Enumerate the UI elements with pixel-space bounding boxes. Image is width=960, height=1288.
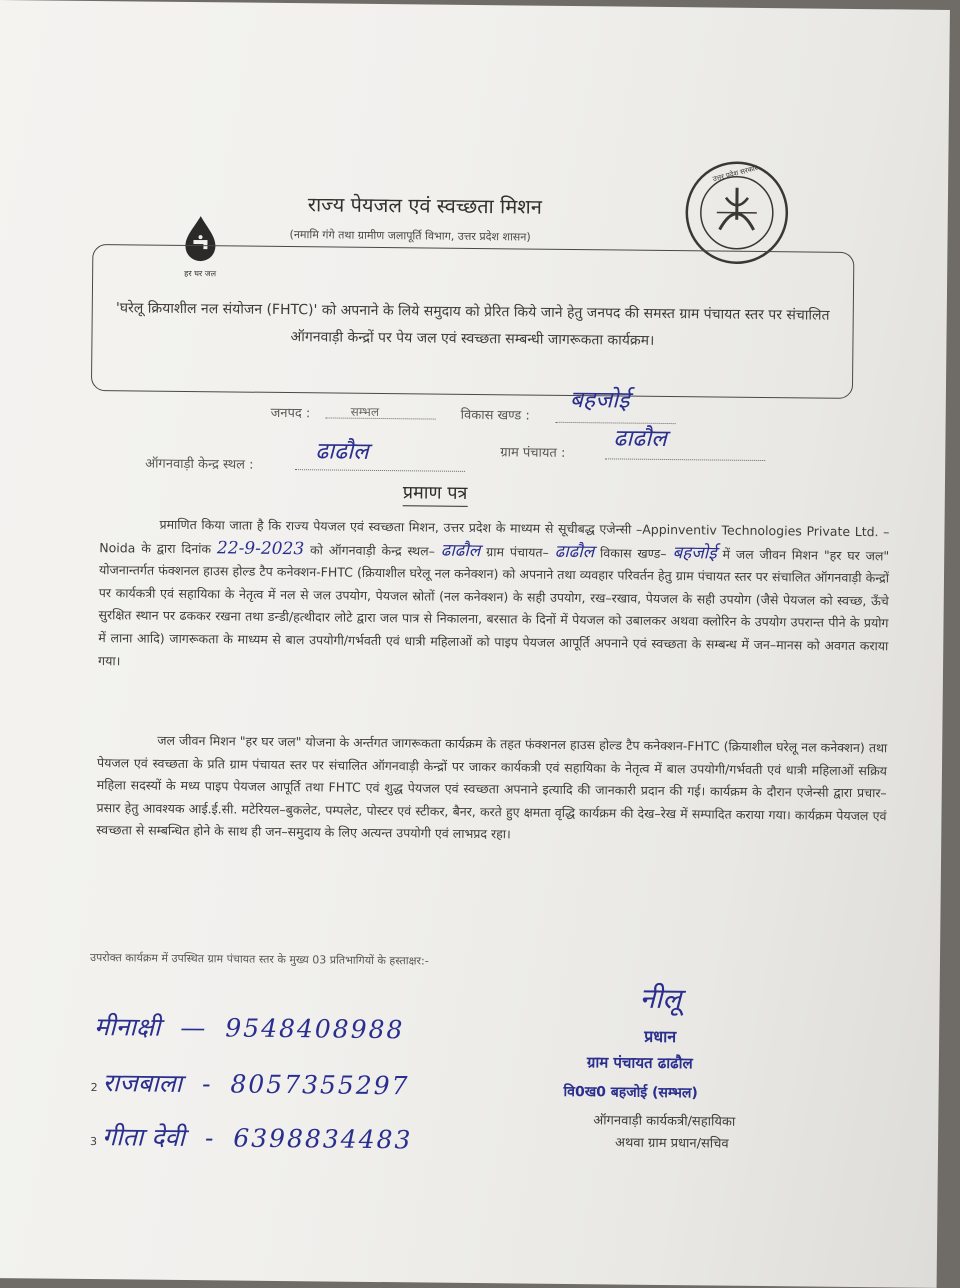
certificate-paragraph-2: जल जीवन मिशन "हर घर जल" योजना के अर्न्तगत जागरूकता कार्यक्रम के तहत फंक्शनल हाउस होल्ड टैप कनेक्शन-FHTC (क्रियाशील घरेलू नल कनेक्शन) तथा पेयजल एवं स्वच्छता के प्रति ग्राम पंचायत स्तर पर संचालित ऑगनवाड़ी केन्द्रों पर जाकर कार्यकत्री एवं सहायिका के नेतृत्व में बाल उपयोगी/गर्भवती एवं धात्री महिलाओं सक्रिय महिला सदस्यों के मध्य पाइप पेयजल आपूर्ति तथा FHTC एवं शुद्ध पेयजल एवं स्वच्छता अपनाने इत्यादि की जानकारी प्रदान की गई। कार्यक्रम के दौरान एजेन्सी द्वारा प्रचार–प्रसार हेतु आवश्यक आई.ई.सी. मटेरियल–बुकलेट, पम्पलेट, पोस्टर एवं स्टीकर, बैनर, करते हुए क्षमता वृद्धि कार्यक्रम की देख–रेख में सम्पादित कराया गया। कार्यक्रम पेयजल एवं स्वच्छता से सम्बन्धित होने के साथ ही जन–समुदाय के लिए अत्यन्त उपयोगी एवं लाभप्रद रहा। bbox=[96, 732, 888, 842]
participant-2-number: 2 bbox=[90, 1081, 98, 1095]
p1-part-c: ग्राम पंचायत– bbox=[486, 543, 549, 560]
p1-anganwadi-place: ढाढौल bbox=[440, 540, 481, 561]
stamp-line-2: ग्राम पंचायत ढाढौल bbox=[586, 1053, 693, 1073]
p1-vikas-khand: बहजोई bbox=[672, 542, 717, 564]
header-title: राज्य पेयजल एवं स्वच्छता मिशन bbox=[307, 192, 543, 219]
participants-intro: उपरोक्त कार्यक्रम में उपस्थित ग्राम पंचायत स्तर के मुख्य 03 प्रतिभागियों के हस्ताक्षर:- bbox=[89, 950, 429, 968]
p1-part-b: को ऑगनवाड़ी केन्द्र स्थल– bbox=[310, 541, 436, 559]
participant-row-2: राजबाला - 8057355297 bbox=[102, 1068, 410, 1101]
participant-2-phone: 8057355297 bbox=[230, 1069, 410, 1101]
stamp-line-3: वि0ख0 बहजोई (सम्भल) bbox=[563, 1083, 698, 1102]
vikas-khand-value: बहजोई bbox=[569, 386, 630, 414]
gram-panchayat-label: ग्राम पंचायत : bbox=[500, 445, 566, 461]
participant-row-1: मीनाक्षी — 9548408988 bbox=[94, 1012, 405, 1045]
participant-row-3: गीता देवी - 6398834483 bbox=[101, 1122, 413, 1155]
participant-3-number: 3 bbox=[89, 1135, 98, 1149]
participant-1-name: मीनाक्षी bbox=[94, 1012, 161, 1042]
p1-gram-panchayat: ढाढौल bbox=[554, 541, 595, 562]
logo-caption: हर घर जल bbox=[184, 268, 217, 279]
program-title-text: 'घरेलू क्रियाशील नल संयोजन (FHTC)' को अपनाने के लिये समुदाय को प्रेरित किये जाने हेतु जनपद की समस्त ग्राम पंचायत स्तर पर संचालित ऑगनवाड़ी केन्द्रों पर पेय जल एवं स्वच्छता सम्बन्धी जागरूकता कार्यक्रम। bbox=[115, 300, 830, 349]
vikas-khand-label: विकास खण्ड : bbox=[460, 407, 530, 424]
participant-3-name: गीता देवी bbox=[101, 1122, 186, 1152]
program-title-box bbox=[91, 244, 854, 399]
anganwadi-label: ऑगनवाड़ी केन्द्र स्थल : bbox=[145, 456, 254, 473]
p1-part-d: विकास खण्ड– bbox=[600, 544, 667, 561]
signatory-caption-1: ऑगनवाड़ी कार्यकत्री/सहायिका bbox=[593, 1113, 736, 1130]
p1-part-a: प्रमाणित किया जाता है कि राज्य पेयजल एवं स्वच्छता मिशन, उत्तर प्रदेश के माध्यम से सूचीबद्ध एजेन्सी –Appinventiv Technologies Private Ltd. – Noida के द्वारा दिनांक bbox=[99, 516, 890, 556]
participant-1-phone: 9548408988 bbox=[225, 1013, 405, 1045]
gram-panchayat-value: ढाढौल bbox=[613, 425, 667, 453]
janpad-line bbox=[326, 403, 436, 419]
pradhan-signature: नीलू bbox=[639, 981, 682, 1016]
certificate-paragraph-1 bbox=[98, 513, 890, 680]
header-subtitle: (नमामि गंगे तथा ग्रामीण जलापूर्ति विभाग, उत्तर प्रदेश शासन) bbox=[289, 228, 531, 244]
janpad-value: सम्भल bbox=[350, 404, 380, 419]
janpad-label: जनपद : bbox=[270, 405, 311, 422]
seal-caption: उत्तर प्रदेश सरकार bbox=[711, 164, 759, 184]
participant-2-name: राजबाला bbox=[102, 1068, 183, 1098]
signatory-caption-2: अथवा ग्राम प्रधान/सचिव bbox=[614, 1135, 729, 1152]
program-date: 22-9-2023 bbox=[216, 537, 305, 559]
certificate-title: प्रमाण पत्र bbox=[403, 480, 468, 507]
participant-3-phone: 6398834483 bbox=[233, 1123, 413, 1155]
stamp-line-1: प्रधान bbox=[644, 1026, 677, 1047]
anganwadi-value: ढाढौल bbox=[315, 438, 369, 465]
p1-part-e: में जल जीवन मिशन "हर घर जल" योजनान्तर्गत फंक्शनल हाउस होल्ड टैप कनेक्शन-FHTC (क्रियाशील घरेलू नल कनेक्शन) को अपनाने तथा व्यवहार परिवर्तन हेतु ग्राम पंचायत स्तर पर संचालित ऑगनवाड़ी केन्द्रों पर कार्यकत्री एवं सहायिका के नेतृत्व में नल से जल उपयोग, पेयजल स्रोतों (नल कनेक्शन) के सही उपयोग, रख–रखाव, पेयजल के सही उपयोग (जैसे पेयजल को स्वच्छ, ऊँचे सुरक्षित स्थान पर ढककर रखना तथा डन्डी/हत्थीदार लोटे द्वारा जल पात्र से निकालना, बरसात के दिनों में पेयजल को उबालकर अथवा क्लोरिन के उपयोग उपरान्त पीने के प्रयोग में लाना आदि) जागरूकता के माध्यम से बाल उपयोगी/गर्भवती एवं धात्री महिलाओं को पाइप पेयजल आपूर्ति अपनाने एवं स्वच्छता के सम्बन्ध में जन–मानस को अवगत कराया गया। bbox=[98, 546, 890, 668]
